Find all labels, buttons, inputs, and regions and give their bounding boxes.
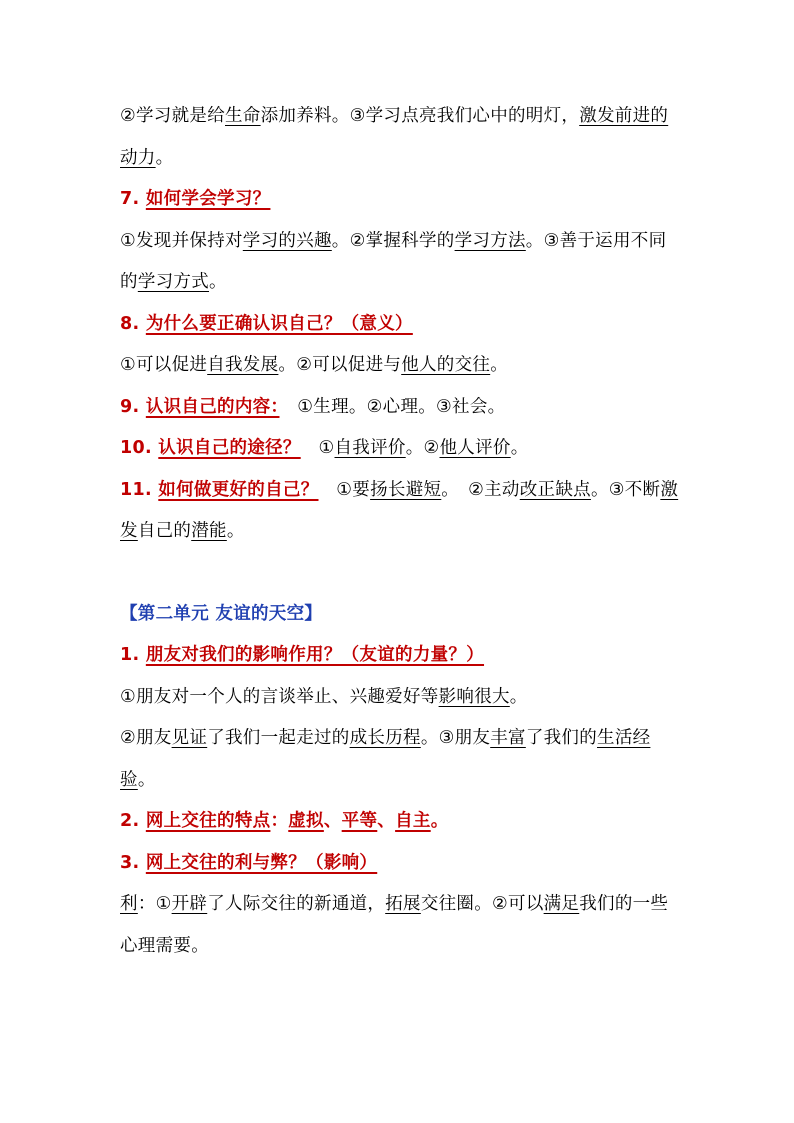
underlined-text: 网上交往的特点	[145, 811, 271, 831]
underlined-text: 如何做更好的自己？	[158, 479, 319, 500]
text-run: 添加养料。③学习点亮我们心中的明灯，	[260, 106, 580, 126]
text-run: 了我们一起走过的	[207, 728, 350, 748]
text-run: 。	[490, 355, 509, 375]
text-run: 。	[137, 769, 156, 790]
underlined-text: 朋友对我们的影响作用？（友谊的力量？）	[145, 645, 485, 665]
underlined-text: 生活经验	[120, 728, 651, 790]
text-run: 。	[226, 521, 245, 541]
underlined-text: 自我评价	[334, 438, 406, 458]
underlined-text: 拓展	[385, 894, 421, 914]
underlined-text: 网上交往的利与弊？（影响）	[145, 852, 378, 873]
text-run: ①可以促进	[120, 355, 208, 375]
underlined-text: 影响很大	[438, 686, 510, 707]
underlined-text: 平等	[341, 811, 378, 831]
question-answer-line	[120, 428, 680, 470]
underlined-text: 他人的交往	[401, 355, 491, 375]
question-heading	[120, 635, 680, 677]
text-run: ②朋友	[120, 728, 172, 748]
question-answer-line	[120, 470, 680, 553]
text-run: 2.	[120, 811, 146, 831]
underlined-text: 激发前进的动力	[120, 106, 669, 168]
text-run: 。③不断	[590, 479, 661, 500]
text-run: 8.	[120, 313, 146, 334]
underlined-text: 自我发展	[207, 355, 279, 375]
underlined-text: 改正缺点	[519, 479, 591, 500]
underlined-text: 学习方法	[454, 230, 526, 251]
underlined-text: 他人评价	[439, 438, 511, 458]
question-heading	[120, 304, 680, 346]
underlined-text: 虚拟	[288, 811, 324, 831]
text-run: 自己的	[137, 521, 192, 541]
underlined-text: 认识自己的途径？	[158, 438, 301, 458]
underlined-text: 丰富	[490, 728, 526, 748]
text-run: 、	[377, 811, 396, 831]
text-run: ①发现并保持对	[120, 230, 243, 251]
text-run: 。②掌握科学的	[331, 230, 455, 251]
text-run: 、	[323, 811, 342, 831]
underlined-text: 潜能	[191, 521, 227, 541]
text-run: 交往圈。②可以	[420, 894, 544, 914]
answer-paragraph	[120, 718, 680, 801]
text-run: 7.	[120, 189, 146, 209]
paragraph-gap	[120, 553, 680, 594]
unit-heading	[120, 594, 680, 636]
text-run: ①	[300, 438, 335, 458]
question-answer-line	[120, 801, 680, 843]
text-run: 。③善于运用不同的	[120, 230, 667, 292]
text-run: 【第二单元 友谊的天空】	[120, 603, 323, 624]
underlined-text: 扬长避短	[370, 479, 442, 500]
text-run: 。③朋友	[420, 728, 491, 748]
underlined-text: 激发	[120, 479, 679, 541]
underlined-text: 如何学会学习？	[145, 189, 271, 209]
text-run: 我们的一些心理需要。	[120, 894, 669, 956]
text-run: ：	[270, 811, 289, 831]
underlined-text: 为什么要正确认识自己？（意义）	[145, 313, 413, 334]
text-run: ①要	[318, 479, 371, 500]
text-run: ：①	[137, 894, 172, 914]
underlined-text: 认识自己的内容：	[145, 396, 280, 417]
text-run: 。	[430, 811, 449, 831]
answer-paragraph	[120, 345, 680, 387]
text-run: ②学习就是给	[120, 106, 225, 126]
question-answer-line	[120, 387, 680, 429]
text-run: 11.	[120, 479, 159, 500]
underlined-text: 利	[120, 894, 138, 914]
question-heading	[120, 179, 680, 221]
document-page	[120, 96, 680, 967]
text-run: 。②	[405, 438, 440, 458]
text-run: 10.	[120, 438, 159, 458]
underlined-text: 成长历程	[349, 728, 421, 748]
text-run: 了人际交往的新通道，	[207, 894, 386, 914]
text-run: 。	[509, 686, 528, 707]
answer-paragraph	[120, 677, 680, 719]
question-heading	[120, 843, 680, 885]
underlined-text: 满足	[543, 894, 580, 914]
answer-paragraph	[120, 96, 680, 179]
text-run: ①朋友对一个人的言谈举止、兴趣爱好等	[120, 686, 439, 707]
answer-paragraph	[120, 221, 680, 304]
underlined-text: 学习方式	[137, 272, 210, 292]
text-run: 。	[155, 147, 174, 168]
text-run: 9.	[120, 396, 146, 417]
underlined-text: 见证	[171, 728, 208, 748]
underlined-text: 学习的兴趣	[242, 230, 332, 251]
text-run: 3.	[120, 852, 146, 873]
underlined-text: 开辟	[171, 894, 208, 914]
text-run: ①生理。②心理。③社会。	[279, 396, 506, 417]
text-run: 1.	[120, 645, 146, 665]
text-run: 。 ②主动	[441, 479, 520, 500]
text-run: 。②可以促进与	[278, 355, 402, 375]
text-run: 。	[510, 438, 529, 458]
text-run: 。	[209, 272, 227, 292]
answer-paragraph	[120, 884, 680, 967]
text-run: 了我们的	[525, 728, 598, 748]
underlined-text: 自主	[395, 811, 431, 831]
underlined-text: 生命	[225, 106, 261, 126]
